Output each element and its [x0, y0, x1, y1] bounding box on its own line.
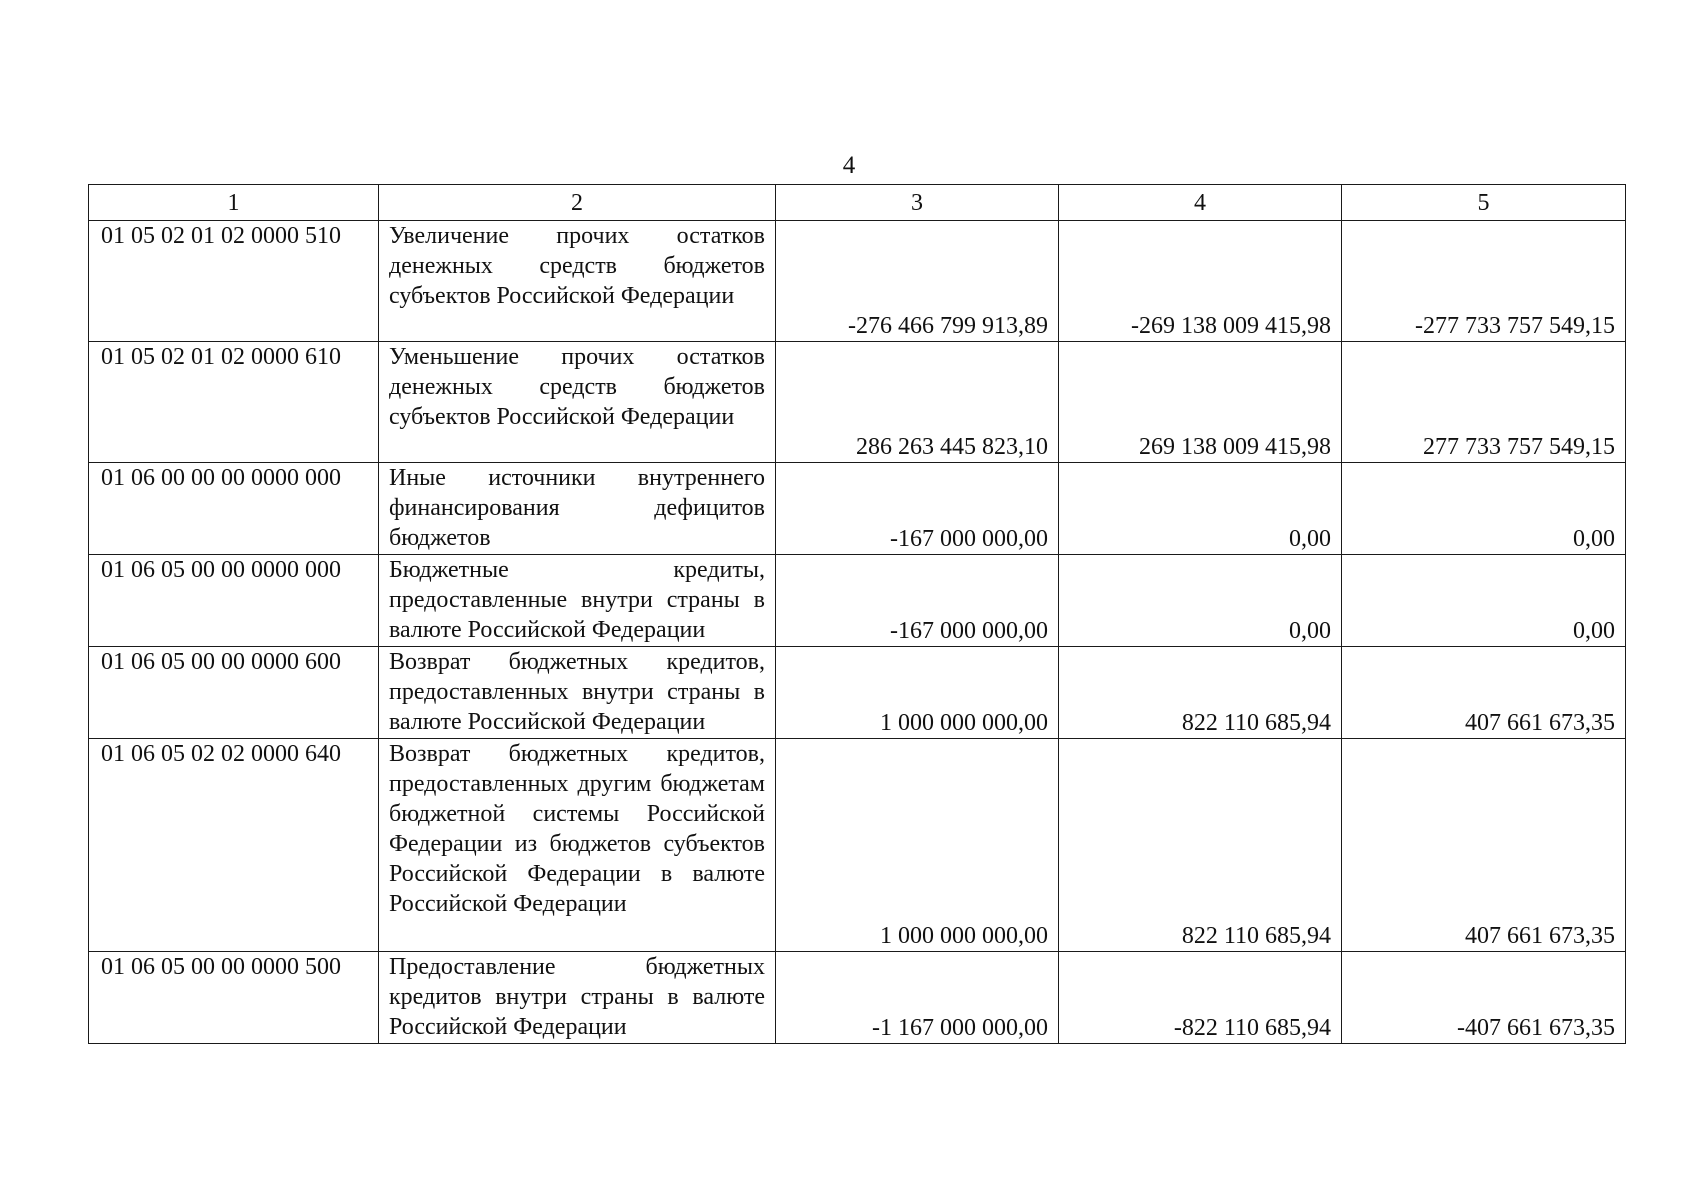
column-header-4: 4 [1059, 185, 1342, 221]
column-header-3: 3 [776, 185, 1059, 221]
amount-col3-cell: 286 263 445 823,10 [776, 342, 1059, 463]
table-row [89, 739, 1626, 952]
amount-col4-cell: -269 138 009 415,98 [1059, 221, 1342, 342]
budget-code-cell: 01 06 05 02 02 0000 640 [89, 739, 379, 952]
amount-col3-cell: -276 466 799 913,89 [776, 221, 1059, 342]
budget-code-cell: 01 05 02 01 02 0000 510 [89, 221, 379, 342]
table-row [89, 342, 1626, 463]
budget-sources-table [88, 184, 1626, 1044]
source-name-cell: Иные источники внутреннего финансирования дефицитов бюджетов [379, 463, 776, 555]
column-header-2: 2 [379, 185, 776, 221]
amount-col3-cell: -167 000 000,00 [776, 555, 1059, 647]
column-header-5: 5 [1342, 185, 1626, 221]
table-row [89, 952, 1626, 1044]
amount-col3-cell: -1 167 000 000,00 [776, 952, 1059, 1044]
amount-col4-cell: -822 110 685,94 [1059, 952, 1342, 1044]
budget-code-cell: 01 06 05 00 00 0000 600 [89, 647, 379, 739]
budget-code-cell: 01 06 05 00 00 0000 000 [89, 555, 379, 647]
source-name-cell: Предоставление бюджетных кредитов внутри страны в валюте Российской Федерации [379, 952, 776, 1044]
amount-col5-cell: -277 733 757 549,15 [1342, 221, 1626, 342]
page-number: 4 [842, 152, 856, 179]
budget-code-cell: 01 06 05 00 00 0000 500 [89, 952, 379, 1044]
source-name-cell: Возврат бюджетных кредитов, предоставленных другим бюджетам бюджетной системы Российской Федерации из бюджетов субъектов Российской Федерации в валюте Российской Федерации [379, 739, 776, 952]
amount-col5-cell: 407 661 673,35 [1342, 647, 1626, 739]
source-name-cell: Бюджетные кредиты, предоставленные внутри страны в валюте Российской Федерации [379, 555, 776, 647]
budget-code-cell: 01 06 00 00 00 0000 000 [89, 463, 379, 555]
amount-col5-cell: 0,00 [1342, 463, 1626, 555]
amount-col5-cell: 407 661 673,35 [1342, 739, 1626, 952]
column-header-1: 1 [89, 185, 379, 221]
source-name-cell: Уменьшение прочих остатков денежных средств бюджетов субъектов Российской Федерации [379, 342, 776, 463]
amount-col3-cell: -167 000 000,00 [776, 463, 1059, 555]
amount-col4-cell: 269 138 009 415,98 [1059, 342, 1342, 463]
amount-col4-cell: 0,00 [1059, 555, 1342, 647]
budget-code-cell: 01 05 02 01 02 0000 610 [89, 342, 379, 463]
amount-col4-cell: 822 110 685,94 [1059, 647, 1342, 739]
table-row [89, 463, 1626, 555]
amount-col4-cell: 822 110 685,94 [1059, 739, 1342, 952]
column-number-row [89, 185, 1626, 221]
table-row [89, 221, 1626, 342]
table-row [89, 647, 1626, 739]
amount-col5-cell: 277 733 757 549,15 [1342, 342, 1626, 463]
table-row [89, 555, 1626, 647]
amount-col5-cell: -407 661 673,35 [1342, 952, 1626, 1044]
amount-col3-cell: 1 000 000 000,00 [776, 739, 1059, 952]
amount-col3-cell: 1 000 000 000,00 [776, 647, 1059, 739]
amount-col4-cell: 0,00 [1059, 463, 1342, 555]
amount-col5-cell: 0,00 [1342, 555, 1626, 647]
source-name-cell: Увеличение прочих остатков денежных средств бюджетов субъектов Российской Федерации [379, 221, 776, 342]
source-name-cell: Возврат бюджетных кредитов, предоставленных внутри страны в валюте Российской Федерации [379, 647, 776, 739]
